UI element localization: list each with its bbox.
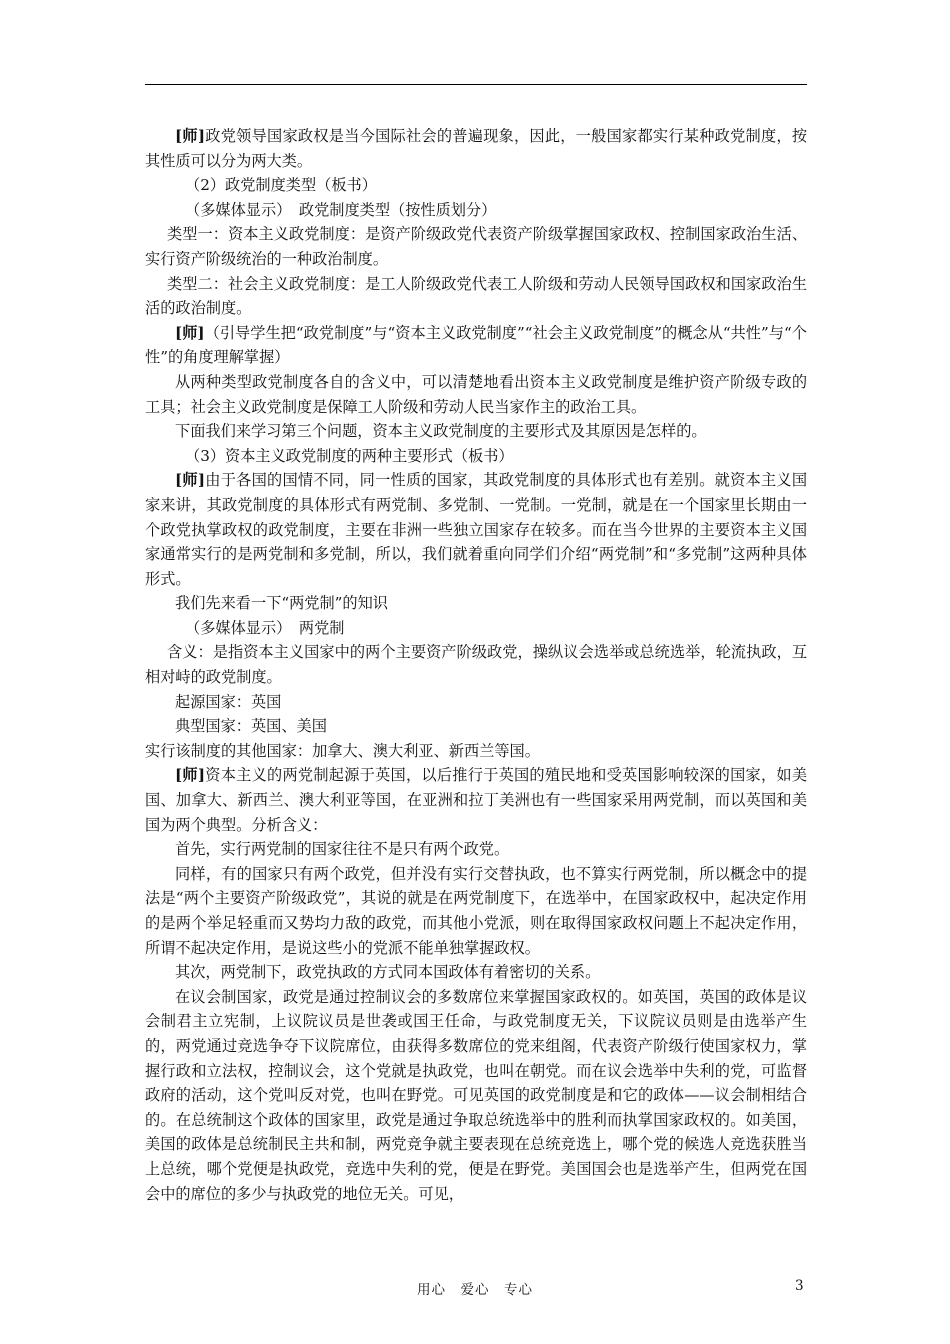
paragraph-21: 在议会制国家，政党是通过控制议会的多数席位来掌握国家政权的。如英国，英国的政体是议会制君主立宪制，上议院议员是世袭或国王任命，与政党制度无关，下议院议员则是由选举产生的，两党通过竞选争夺下议院席位，由获得多数席位的党来组阁，代表资产阶级行使国家权力，掌握行政和立法权，控制议会，这个党就是执政党，也叫在朝党。而在议会选举中失利的党，可监督政府的活动，这个党叫反对党，也叫在野党。可见英国的政党制度是和它的政体——议会制相结合的。在总统制这个政体的国家里，政党是通过争取总统选举中的胜利而执掌国家政权的。如美国，美国的政体是总统制民主共和制，两党竞争就主要表现在总统竞选上，哪个党的候选人竞选获胜当上总统，哪个党便是执政党，竞选中失利的党，便是在野党。美国国会也是选举产生，但两党在国会中的席位的多少与执政党的地位无关。可见， (145, 987, 807, 1203)
paragraph-4: 类型一：资本主义政党制度：是资产阶级政党代表资产阶级掌握国家政权、控制国家政治生活、实行资产阶级统治的一种政治制度。 (145, 225, 807, 268)
paragraph-13: 含义：是指资本主义国家中的两个主要资产阶级政党，操纵议会选举或总统选举，轮流执政，互相对峙的政党制度。 (145, 643, 807, 687)
paragraph-6: [师]（引导学生把“政党制度”与“资本主义政党制度”“社会主义政党制度”的概念从“共性”与“个性”的角度理解掌握） (145, 323, 807, 367)
paragraph-12: （多媒体显示） 两党制 (185, 618, 345, 637)
paragraph-18: 首先，实行两党制的国家往往不是只有两个政党。 (175, 840, 510, 859)
paragraph-9: （3）资本主义政党制度的两种主要形式（板书） (185, 446, 514, 465)
teacher-tag: [师] (175, 766, 206, 785)
paragraph-19: 同样，有的国家只有两个政党，但并没有实行交替执政，也不算实行两党制，所以概念中的提法是“两个主要资产阶级政党”，其说的就是在两党制度下，在选举中，在国家政权中，起决定作用的是两个举足轻重而又势均力敌的政党，而其他小党派，则在取得国家政权问题上不起决定作用，所谓不起决定作用，是说这些小的党派不能单独掌握政权。 (145, 864, 807, 957)
document-body (145, 124, 807, 1206)
paragraph-16: 实行该制度的其他国家：加拿大、澳大利亚、新西兰等国。 (145, 741, 540, 760)
teacher-tag: [师] (175, 127, 206, 145)
paragraph-17: [师]资本主义的两党制起源于英国，以后推行于英国的殖民地和受英国影响较深的国家，如美国、加拿大、新西兰、澳大利亚等国，在亚洲和拉丁美洲也有一些国家采用两党制，而以英国和美国为两个典型。分析含义： (145, 766, 808, 834)
teacher-tag: [师] (175, 471, 206, 490)
paragraph-7: 从两种类型政党制度各自的含义中，可以清楚地看出资本主义政党制度是维护资产阶级专政的工具；社会主义政党制度是保障工人阶级和劳动人民当家作主的政治工具。 (145, 372, 807, 416)
paragraph-5: 类型二：社会主义政党制度：是工人阶级政党代表工人阶级和劳动人民领导国政权和国家政治生活的政治制度。 (145, 274, 807, 318)
paragraph-11: 我们先来看一下“两党制”的知识 (175, 594, 388, 613)
paragraph-1: [师]政党领导国家政权是当今国际社会的普遍现象，因此，一般国家都实行某种政党制度，按其性质可以分为两大类。 (145, 127, 808, 170)
paragraph-8: 下面我们来学习第三个问题，资本主义政党制度的主要形式及其原因是怎样的。 (175, 422, 707, 441)
footer-motto: 用心 爱心 专心 (417, 1282, 533, 1298)
paragraph-10: [师]由于各国的国情不同，同一性质的国家，其政党制度的具体形式也有差别。就资本主义国家来讲，其政党制度的具体形式有两党制、多党制、一党制。一党制，就是在一个国家里长期由一个政党执掌政权的政党制度，主要在非洲一些独立国家存在较多。而在当今世界的主要资本主义国家通常实行的是两党制和多党制，所以，我们就着重向同学们介绍“两党制”和“多党制”这两种具体形式。 (145, 471, 808, 588)
paragraph-14: 起源国家：英国 (175, 692, 282, 711)
paragraph-15: 典型国家：英国、美国 (175, 717, 327, 736)
page-number: 3 (795, 1278, 804, 1294)
header-rule (145, 84, 807, 85)
paragraph-20: 其次，两党制下，政党执政的方式同本国政体有着密切的关系。 (175, 963, 601, 982)
teacher-tag: [师] (175, 323, 205, 342)
paragraph-2: （2）政党制度类型（板书） (185, 176, 377, 195)
paragraph-3: （多媒体显示） 政党制度类型（按性质划分） (185, 200, 497, 219)
